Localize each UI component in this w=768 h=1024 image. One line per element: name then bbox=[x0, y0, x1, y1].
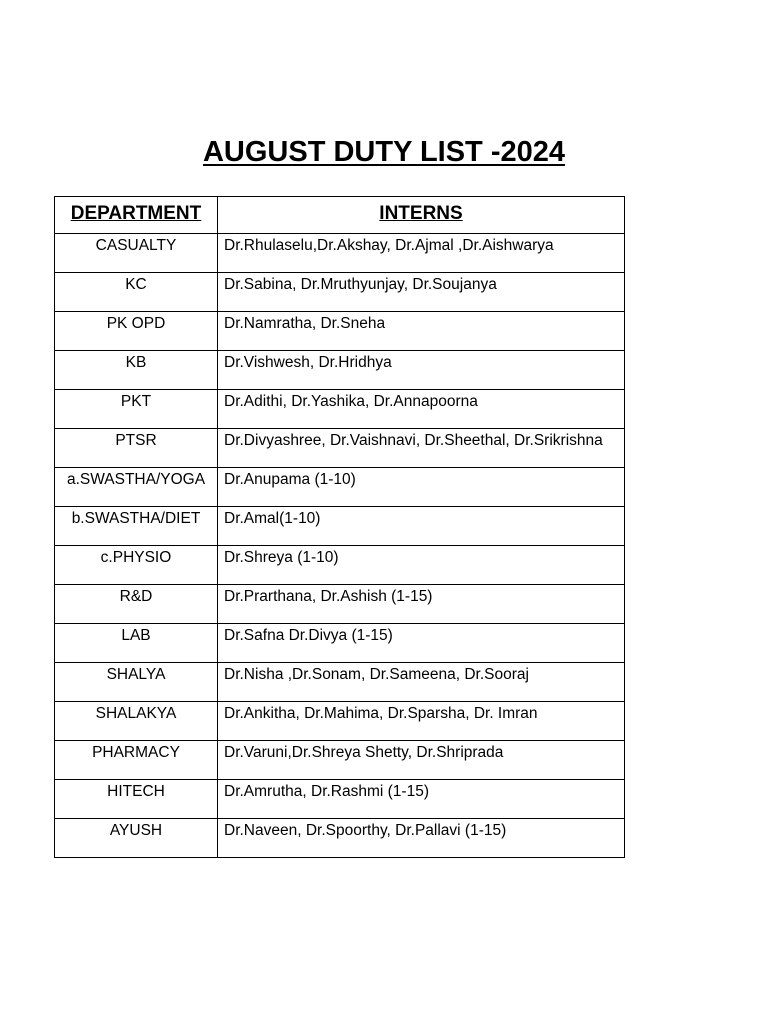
department-cell: b.SWASTHA/DIET bbox=[55, 507, 218, 546]
interns-cell: Dr.Anupama (1-10) bbox=[218, 468, 625, 507]
interns-cell: Dr.Namratha, Dr.Sneha bbox=[218, 312, 625, 351]
department-cell: PTSR bbox=[55, 429, 218, 468]
interns-cell: Dr.Amrutha, Dr.Rashmi (1-15) bbox=[218, 780, 625, 819]
department-cell: PKT bbox=[55, 390, 218, 429]
table-row bbox=[55, 468, 625, 507]
interns-cell: Dr.Safna Dr.Divya (1-15) bbox=[218, 624, 625, 663]
table-row bbox=[55, 312, 625, 351]
department-cell: CASUALTY bbox=[55, 234, 218, 273]
table-row bbox=[55, 429, 625, 468]
interns-cell: Dr.Rhulaselu,Dr.Akshay, Dr.Ajmal ,Dr.Aishwarya bbox=[218, 234, 625, 273]
table-row bbox=[55, 234, 625, 273]
interns-cell: Dr.Prarthana, Dr.Ashish (1-15) bbox=[218, 585, 625, 624]
department-cell: KB bbox=[55, 351, 218, 390]
interns-cell: Dr.Sabina, Dr.Mruthyunjay, Dr.Soujanya bbox=[218, 273, 625, 312]
department-cell: PHARMACY bbox=[55, 741, 218, 780]
table-row bbox=[55, 819, 625, 858]
table-row bbox=[55, 624, 625, 663]
interns-cell: Dr.Divyashree, Dr.Vaishnavi, Dr.Sheethal, Dr.Srikrishna bbox=[218, 429, 625, 468]
department-cell: LAB bbox=[55, 624, 218, 663]
interns-column-header: INTERNS bbox=[218, 197, 625, 234]
table-row bbox=[55, 741, 625, 780]
table-row bbox=[55, 390, 625, 429]
page-title: AUGUST DUTY LIST -2024 bbox=[202, 136, 566, 168]
department-cell: c.PHYSIO bbox=[55, 546, 218, 585]
department-cell: KC bbox=[55, 273, 218, 312]
department-cell: SHALAKYA bbox=[55, 702, 218, 741]
interns-cell: Dr.Shreya (1-10) bbox=[218, 546, 625, 585]
table-row bbox=[55, 507, 625, 546]
interns-cell: Dr.Adithi, Dr.Yashika, Dr.Annapoorna bbox=[218, 390, 625, 429]
duty-table bbox=[54, 196, 625, 858]
table-row bbox=[55, 546, 625, 585]
department-cell: HITECH bbox=[55, 780, 218, 819]
table-row bbox=[55, 702, 625, 741]
interns-cell: Dr.Ankitha, Dr.Mahima, Dr.Sparsha, Dr. Imran bbox=[218, 702, 625, 741]
department-column-header: DEPARTMENT bbox=[55, 197, 218, 234]
interns-cell: Dr.Varuni,Dr.Shreya Shetty, Dr.Shriprada bbox=[218, 741, 625, 780]
department-cell: AYUSH bbox=[55, 819, 218, 858]
department-cell: R&D bbox=[55, 585, 218, 624]
department-cell: a.SWASTHA/YOGA bbox=[55, 468, 218, 507]
interns-cell: Dr.Vishwesh, Dr.Hridhya bbox=[218, 351, 625, 390]
interns-cell: Dr.Naveen, Dr.Spoorthy, Dr.Pallavi (1-15) bbox=[218, 819, 625, 858]
interns-cell: Dr.Amal(1-10) bbox=[218, 507, 625, 546]
department-cell: SHALYA bbox=[55, 663, 218, 702]
table-row bbox=[55, 273, 625, 312]
table-row bbox=[55, 780, 625, 819]
table-row bbox=[55, 351, 625, 390]
interns-cell: Dr.Nisha ,Dr.Sonam, Dr.Sameena, Dr.Sooraj bbox=[218, 663, 625, 702]
department-cell: PK OPD bbox=[55, 312, 218, 351]
table-row bbox=[55, 663, 625, 702]
table-header-row bbox=[55, 197, 625, 234]
table-row bbox=[55, 585, 625, 624]
